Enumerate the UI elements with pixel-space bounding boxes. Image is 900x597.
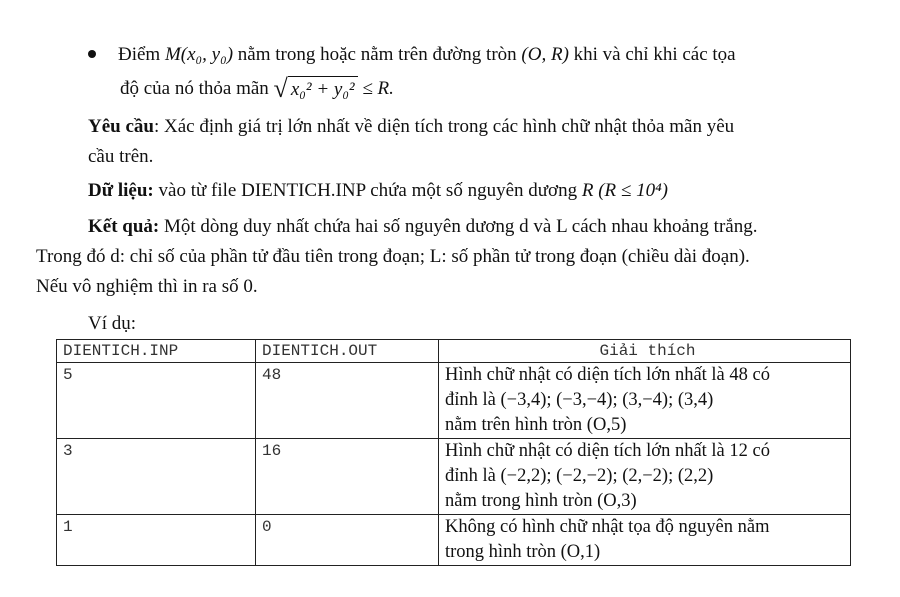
- explanation-line: Hình chữ nhật có diện tích lớn nhất là 48 có: [445, 365, 770, 385]
- input-constraint: R (R ≤ 10⁴): [581, 180, 669, 201]
- table-row: [57, 363, 851, 439]
- output-description-line3: [36, 272, 258, 302]
- example-table: [56, 339, 851, 566]
- circle-expression: (O, R): [521, 44, 569, 65]
- bullet-text: độ của nó thỏa mãn: [120, 78, 274, 99]
- cell-input: 5: [57, 363, 256, 439]
- sqrt-icon: √: [273, 74, 288, 104]
- bullet-text: nằm trong hoặc nằm trên đường tròn: [233, 44, 522, 65]
- inequality-tail: ≤ R.: [357, 78, 394, 99]
- requirement-label: Yêu cầu: [88, 116, 154, 137]
- output-text: Một dòng duy nhất chứa hai số nguyên dương d và L cách nhau khoảng trắng.: [159, 216, 758, 237]
- bullet-condition-line1: [88, 40, 736, 70]
- bullet-dot-icon: [88, 50, 96, 58]
- cell-output: 16: [256, 439, 439, 515]
- explanation-line: Hình chữ nhật có diện tích lớn nhất là 12 có: [445, 441, 770, 461]
- table-row: [57, 515, 851, 566]
- bullet-text: Điểm: [118, 44, 165, 65]
- cell-explanation: [439, 515, 851, 566]
- example-label: Ví dụ:: [88, 313, 137, 334]
- output-label: Kết quả:: [88, 216, 160, 237]
- cell-input: 1: [57, 515, 256, 566]
- header-output-file: DIENTICH.OUT: [256, 340, 439, 363]
- cell-explanation: [439, 439, 851, 515]
- cell-output: 0: [256, 515, 439, 566]
- input-label: Dữ liệu:: [88, 180, 154, 201]
- explanation-line: đỉnh là (−2,2); (−2,−2); (2,−2); (2,2): [445, 466, 714, 486]
- cell-explanation: [439, 363, 851, 439]
- input-text: vào từ file DIENTICH.INP chứa một số nguyên dương: [153, 180, 582, 201]
- explanation-line: trong hình tròn (O,1): [445, 542, 601, 562]
- sqrt-radicand: x₀² + y₀²: [288, 76, 358, 103]
- cell-output: 48: [256, 363, 439, 439]
- input-description: [88, 176, 668, 206]
- explanation-line: nằm trên hình tròn (O,5): [445, 415, 627, 435]
- output-text: Trong đó d: chỉ số của phần tử đầu tiên trong đoạn; L: số phần tử trong đoạn (chiều dài đoạn).: [36, 246, 750, 267]
- bullet-text: khi và chỉ khi các tọa: [568, 44, 736, 65]
- output-description-line1: [88, 212, 757, 242]
- table-row: [57, 439, 851, 515]
- header-explanation: Giải thích: [439, 340, 851, 363]
- explanation-line: đỉnh là (−3,4); (−3,−4); (3,−4); (3,4): [445, 390, 714, 410]
- requirement-text: cầu trên.: [88, 146, 154, 167]
- output-text: Nếu vô nghiệm thì in ra số 0.: [36, 276, 258, 297]
- requirement-text: : Xác định giá trị lớn nhất về diện tích trong các hình chữ nhật thỏa mãn yêu: [153, 116, 735, 137]
- bullet-condition-line2: [120, 74, 394, 104]
- output-description-line2: [36, 242, 750, 272]
- cell-input: 3: [57, 439, 256, 515]
- point-expression: M(x₀, y₀): [164, 44, 234, 65]
- header-input-file: DIENTICH.INP: [57, 340, 256, 363]
- requirement-line1: [88, 112, 734, 142]
- explanation-line: Không có hình chữ nhật tọa độ nguyên nằm: [445, 517, 770, 537]
- table-header-row: [57, 340, 851, 363]
- sqrt-expression: [274, 76, 358, 103]
- explanation-line: nằm trong hình tròn (O,3): [445, 491, 637, 511]
- requirement-line2: [88, 142, 153, 172]
